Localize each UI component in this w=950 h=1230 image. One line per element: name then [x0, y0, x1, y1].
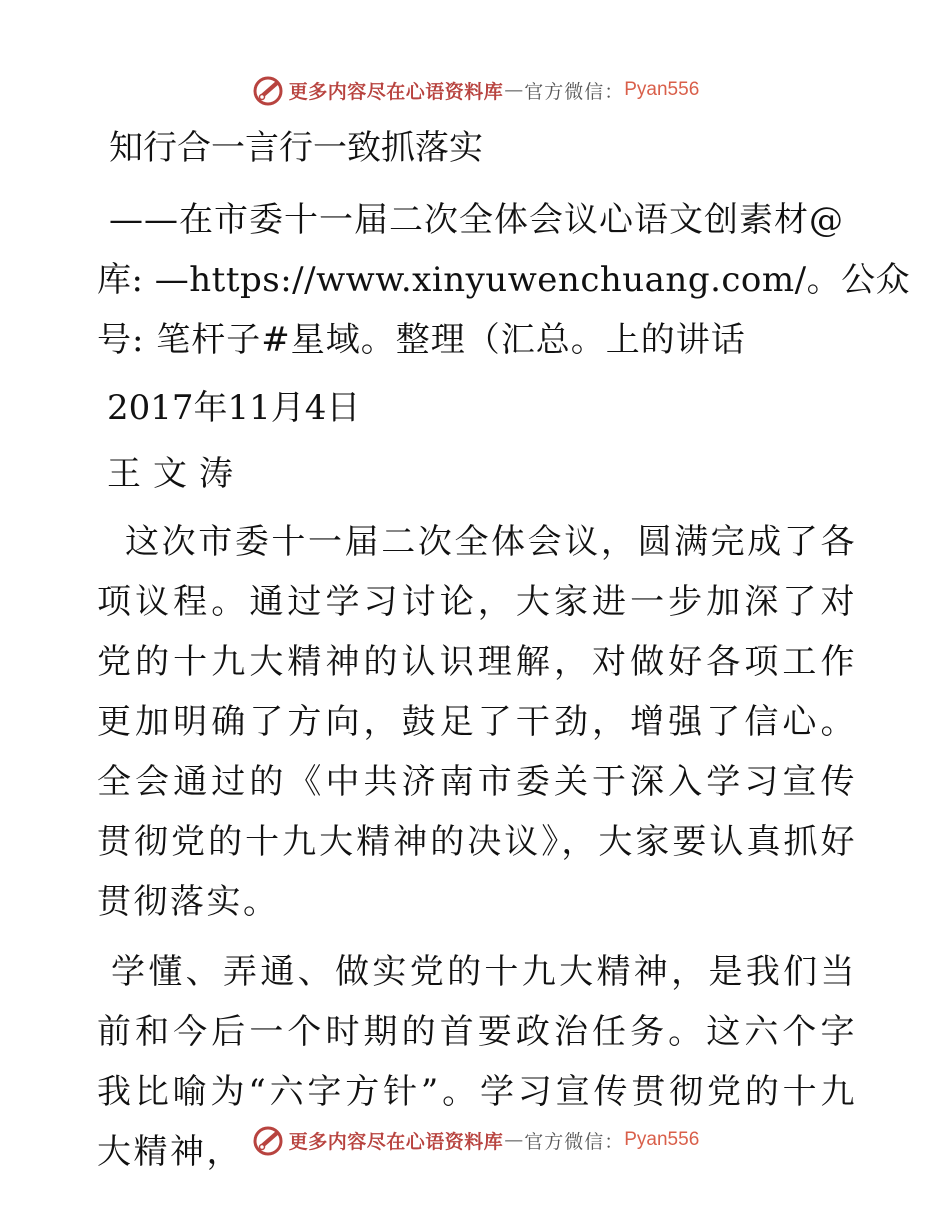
- document-date: 2017年11月4日: [107, 388, 361, 428]
- subtitle-line: ——在市委十一届二次全体会议心语文创素材@: [109, 200, 844, 240]
- pen-logo-icon: [251, 73, 285, 107]
- banner-dash: —: [504, 1129, 524, 1151]
- banner-text: 更多内容尽在心语资料库: [288, 1130, 504, 1153]
- banner-wechat-id: Pyan556: [624, 79, 700, 100]
- footer-watermark-banner: [0, 1120, 950, 1160]
- banner-text: 更多内容尽在心语资料库: [288, 80, 504, 103]
- banner-wechat-label: 官方微信：: [524, 1130, 625, 1153]
- subtitle-line: 号: 笔杆子#星域。整理（汇总。上的讲话: [97, 320, 746, 360]
- body-paragraph: 学懂、弄通、做实党的十九大精神，是我们当前和今后一个时期的首要政治任务。这六个字我比喻为“六字方针”。学习宣传贯彻党的十九大精神，: [97, 952, 857, 1172]
- body-paragraph: 这次市委十一届二次全体会议，圆满完成了各项议程。通过学习讨论，大家进一步加深了对党的十九大精神的认识理解，对做好各项工作更加明确了方向，鼓足了干劲，增强了信心。全会通过的《中共济南市委关于深入学习宣传贯彻党的十九大精神的决议》，大家要认真抓好贯彻落实。: [97, 522, 857, 922]
- subtitle-line: 库: —https://www.xinyuwenchuang.com/。公众: [97, 260, 911, 300]
- pen-logo-icon: [251, 1123, 285, 1157]
- document-body: [97, 118, 911, 1182]
- banner-wechat-label: 官方微信：: [524, 80, 625, 103]
- header-watermark-banner: [0, 70, 950, 110]
- document-author: 王文涛: [107, 454, 245, 494]
- document-title: 知行合一言行一致抓落实: [109, 128, 483, 168]
- banner-dash: —: [504, 79, 524, 101]
- banner-wechat-id: Pyan556: [624, 1129, 700, 1150]
